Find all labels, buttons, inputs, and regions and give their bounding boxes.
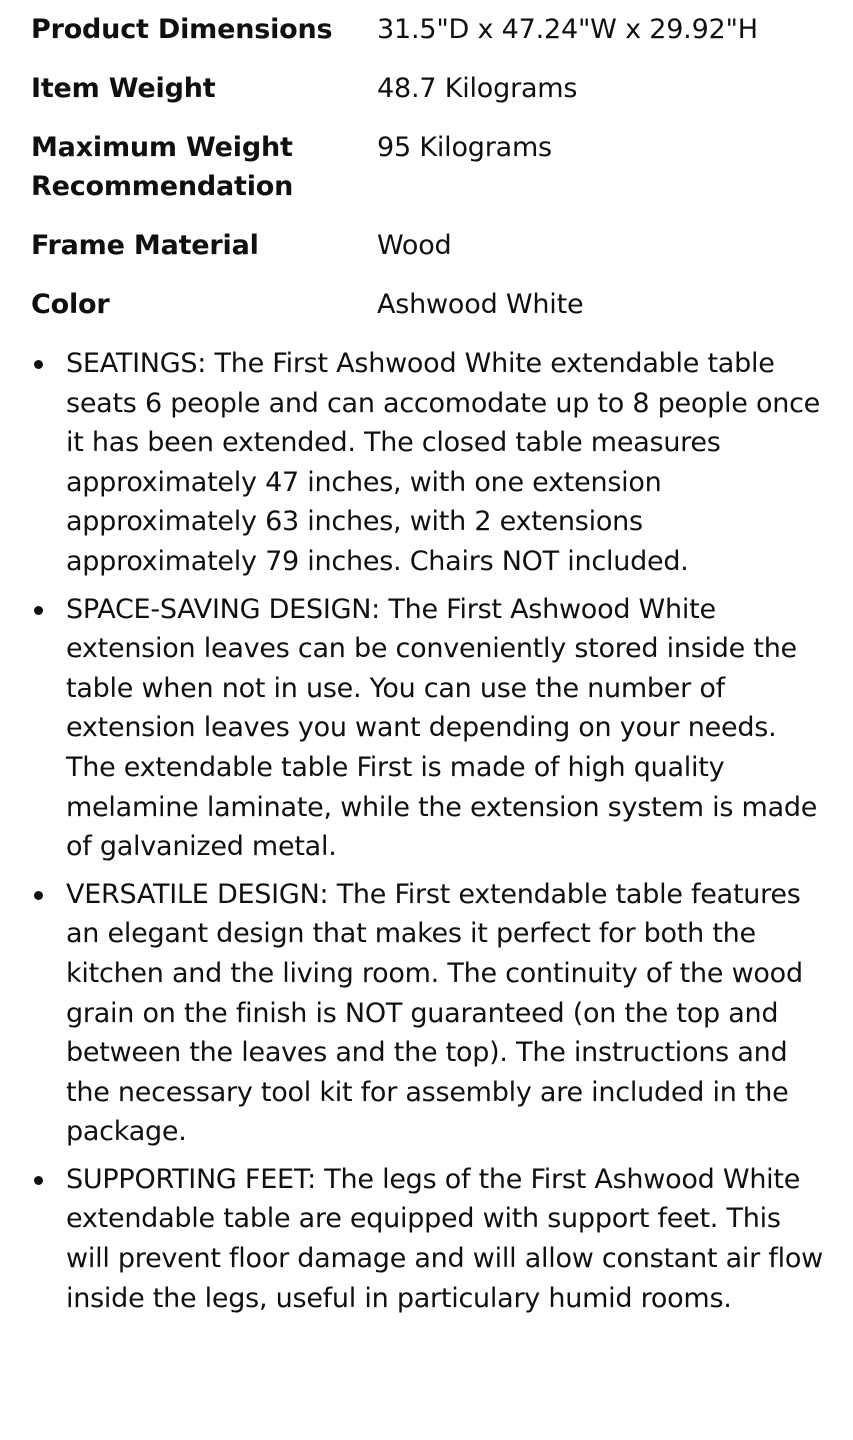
spec-row-maximum-weight — [31, 128, 823, 206]
bullet-dot-icon — [34, 606, 43, 615]
spec-row-frame-material — [31, 226, 823, 265]
feature-bullet-text: SEATINGS: The First Ashwood White extendable table seats 6 people and can accomodate up to 8 people once it has been extended. The closed table measures approximately 47 inches, with one extension approximately 63 inches, with 2 extensions approximately 79 inches. Chairs NOT included. — [66, 348, 821, 577]
feature-bullet-supporting-feet — [31, 1160, 823, 1318]
spec-value: Ashwood White — [377, 289, 584, 320]
spec-value: 31.5"D x 47.24"W x 29.92"H — [377, 14, 758, 45]
spec-row-product-dimensions — [31, 10, 823, 49]
spec-label: Maximum Weight Recommendation — [31, 132, 294, 202]
spec-label: Item Weight — [31, 73, 216, 104]
spec-label: Frame Material — [31, 230, 259, 261]
spec-value: 48.7 Kilograms — [377, 73, 578, 104]
spec-label: Color — [31, 289, 110, 320]
feature-bullet-text: SUPPORTING FEET: The legs of the First Ashwood White extendable table are equipped with support feet. This will prevent floor damage and will allow constant air flow inside the legs, useful in particulary humid rooms. — [66, 1163, 823, 1314]
feature-bullet-list — [31, 344, 823, 1318]
spec-value: 95 Kilograms — [377, 132, 552, 163]
product-specs-table — [31, 10, 823, 324]
feature-bullet-seatings — [31, 344, 823, 582]
feature-bullet-text: SPACE-SAVING DESIGN: The First Ashwood White extension leaves can be conveniently stored inside the table when not in use. You can use the number of extension leaves you want depending on your needs. The extendable table First is made of high quality melamine laminate, while the extension system is made of galvanized metal. — [66, 593, 818, 863]
feature-bullet-versatile — [31, 875, 823, 1152]
bullet-dot-icon — [34, 360, 43, 369]
feature-bullet-space-saving — [31, 590, 823, 867]
feature-bullet-text: VERSATILE DESIGN: The First extendable table features an elegant design that makes it perfect for both the kitchen and the living room. The continuity of the wood grain on the finish is NOT guaranteed (on the top and between the leaves and the top). The instructions and the necessary tool kit for assembly are included in the package. — [66, 878, 803, 1148]
bullet-dot-icon — [34, 1176, 43, 1185]
bullet-dot-icon — [34, 891, 43, 900]
spec-row-color — [31, 285, 823, 324]
spec-value: Wood — [377, 230, 452, 261]
spec-label: Product Dimensions — [31, 14, 333, 45]
spec-row-item-weight — [31, 69, 823, 108]
